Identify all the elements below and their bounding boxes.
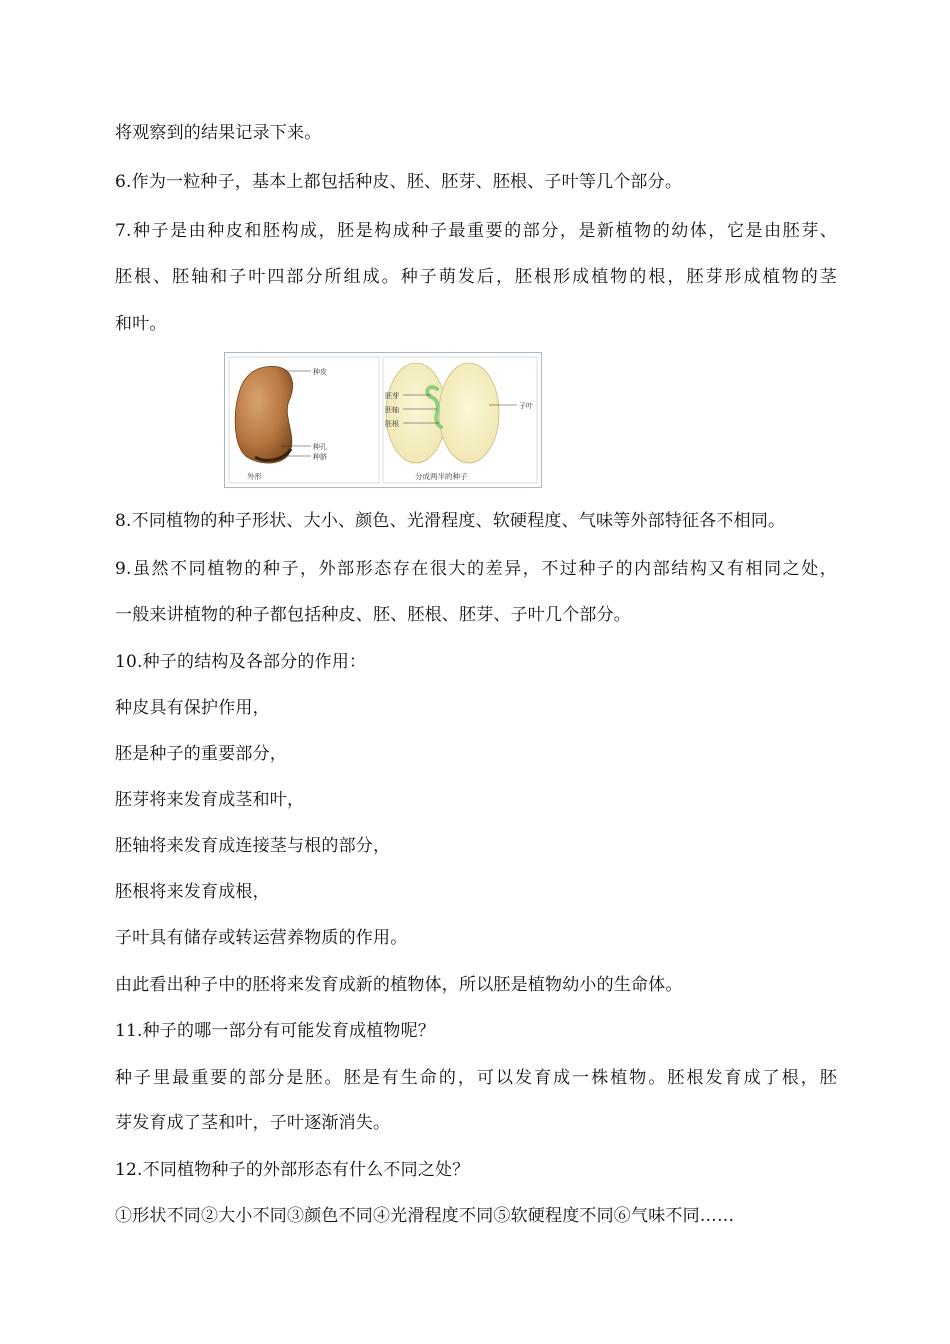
label-micropyle: 种孔 xyxy=(313,443,327,451)
text-line: 胚是种子的重要部分， xyxy=(115,744,287,764)
text-line: 种皮具有保护作用， xyxy=(115,698,270,718)
text-line: 一般来讲植物的种子都包括种皮、胚、胚根、胚芽、子叶几个部分。 xyxy=(115,605,631,625)
text-line: 9.虽然不同植物的种子，外部形态存在很大的差异，不过种子的内部结构又有相同之处， xyxy=(115,559,837,579)
label-radicle: 胚根 xyxy=(385,420,399,428)
text-line: 胚芽将来发育成茎和叶， xyxy=(115,790,305,810)
text-line: 将观察到的结果记录下来。 xyxy=(115,123,322,143)
label-hilum: 种脐 xyxy=(313,453,327,461)
bean-exterior xyxy=(235,366,292,463)
label-hypocotyl: 胚轴 xyxy=(385,406,399,414)
cotyledon-right xyxy=(439,363,499,463)
caption-exterior: 外形 xyxy=(247,472,262,481)
text-line: 6.作为一粒种子，基本上都包括种皮、胚、胚芽、胚根、子叶等几个部分。 xyxy=(115,172,683,192)
label-cotyledon: 子叶 xyxy=(519,402,533,410)
text-line: 11.种子的哪一部分有可能发育成植物呢？ xyxy=(115,1021,436,1041)
caption-split-seed: 分成两半的种子 xyxy=(415,472,468,481)
label-seed-coat: 种皮 xyxy=(313,368,327,376)
text-line: 7.种子是由种皮和胚构成，胚是构成种子最重要的部分，是新植物的幼体，它是由胚芽、 xyxy=(115,221,837,241)
text-line: 子叶具有储存或转运营养物质的作用。 xyxy=(115,928,408,948)
text-line: 由此看出种子中的胚将来发育成新的植物体，所以胚是植物幼小的生命体。 xyxy=(115,975,683,995)
text-line: 12.不同植物种子的外部形态有什么不同之处？ xyxy=(115,1160,470,1180)
text-line: 种子里最重要的部分是胚。胚是有生命的，可以发育成一株植物。胚根发育成了根，胚 xyxy=(115,1068,837,1088)
text-line: 芽发育成了茎和叶，子叶逐渐消失。 xyxy=(115,1113,391,1133)
text-line: 8.不同植物的种子形状、大小、颜色、光滑程度、软硬程度、气味等外部特征各不相同。 xyxy=(115,511,786,531)
text-line: 胚轴将来发育成连接茎与根的部分， xyxy=(115,836,391,856)
seed-diagram xyxy=(225,353,541,487)
text-line: 胚根、胚轴和子叶四部分所组成。种子萌发后，胚根形成植物的根，胚芽形成植物的茎 xyxy=(115,267,837,287)
text-line: 胚根将来发育成根， xyxy=(115,882,270,902)
text-line: 10.种子的结构及各部分的作用： xyxy=(115,652,367,672)
text-line: ①形状不同②大小不同③颜色不同④光滑程度不同⑤软硬程度不同⑥气味不同…… xyxy=(115,1206,735,1226)
text-line: 和叶。 xyxy=(115,314,167,334)
seed-structure-figure xyxy=(224,352,542,488)
label-plumule: 胚芽 xyxy=(385,392,399,400)
